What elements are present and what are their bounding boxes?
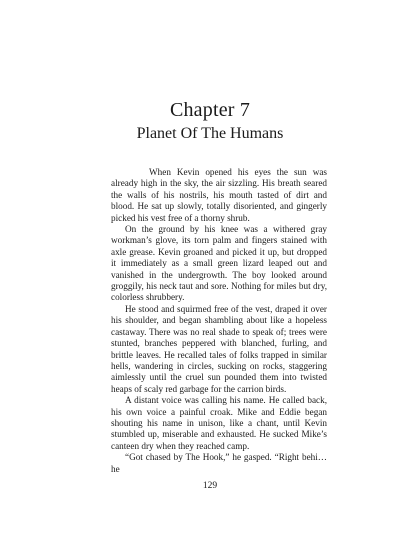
chapter-body (111, 167, 327, 475)
paragraph-5: “Got chased by The Hook,” he gasped. “Right behi…he (111, 452, 327, 474)
paragraph-1: When Kevin opened his eyes the sun was already high in the sky, the air sizzling. His breath seared the walls of his nostrils, his mouth tasted of dirt and blood. He sat up slowly, totally disoriented, and gingerly picked his vest free of a thorny shrub. (111, 167, 327, 223)
chapter-number: Chapter 7 (169, 99, 251, 121)
paragraph-4: A distant voice was calling his name. He called back, his own voice a painful croak. Mike and Eddie began shouting his name in unison, like a chant, until Kevin stumbled up, miserable and exhausted. He sucked Mike’s canteen dry when they reached camp. (111, 395, 327, 451)
paragraph-3: He stood and squirmed free of the vest, draped it over his shoulder, and began shambling about like a hopeless castaway. There was no real shade to speak of; trees were stunted, branches peppered with blanched, furling, and brittle leaves. He recalled tales of folks trapped in similar hells, wandering in circles, sucking on rocks, staggering aimlessly until the cruel sun pounded them into twisted heaps of scaly red garbage for the carrion birds. (111, 303, 327, 394)
paragraph-2: On the ground by his knee was a withered gray workman’s glove, its torn palm and fingers stained with axle grease. Kevin groaned and picked it up, but dropped it immediately as a small green lizard leaped out and vanished in the undergrowth. The boy looked around groggily, his neck taut and sore. Nothing for miles but dry, colorless shrubbery. (111, 224, 327, 303)
page-number: 129 (202, 481, 218, 491)
chapter-title: Planet Of The Humans (136, 125, 284, 142)
